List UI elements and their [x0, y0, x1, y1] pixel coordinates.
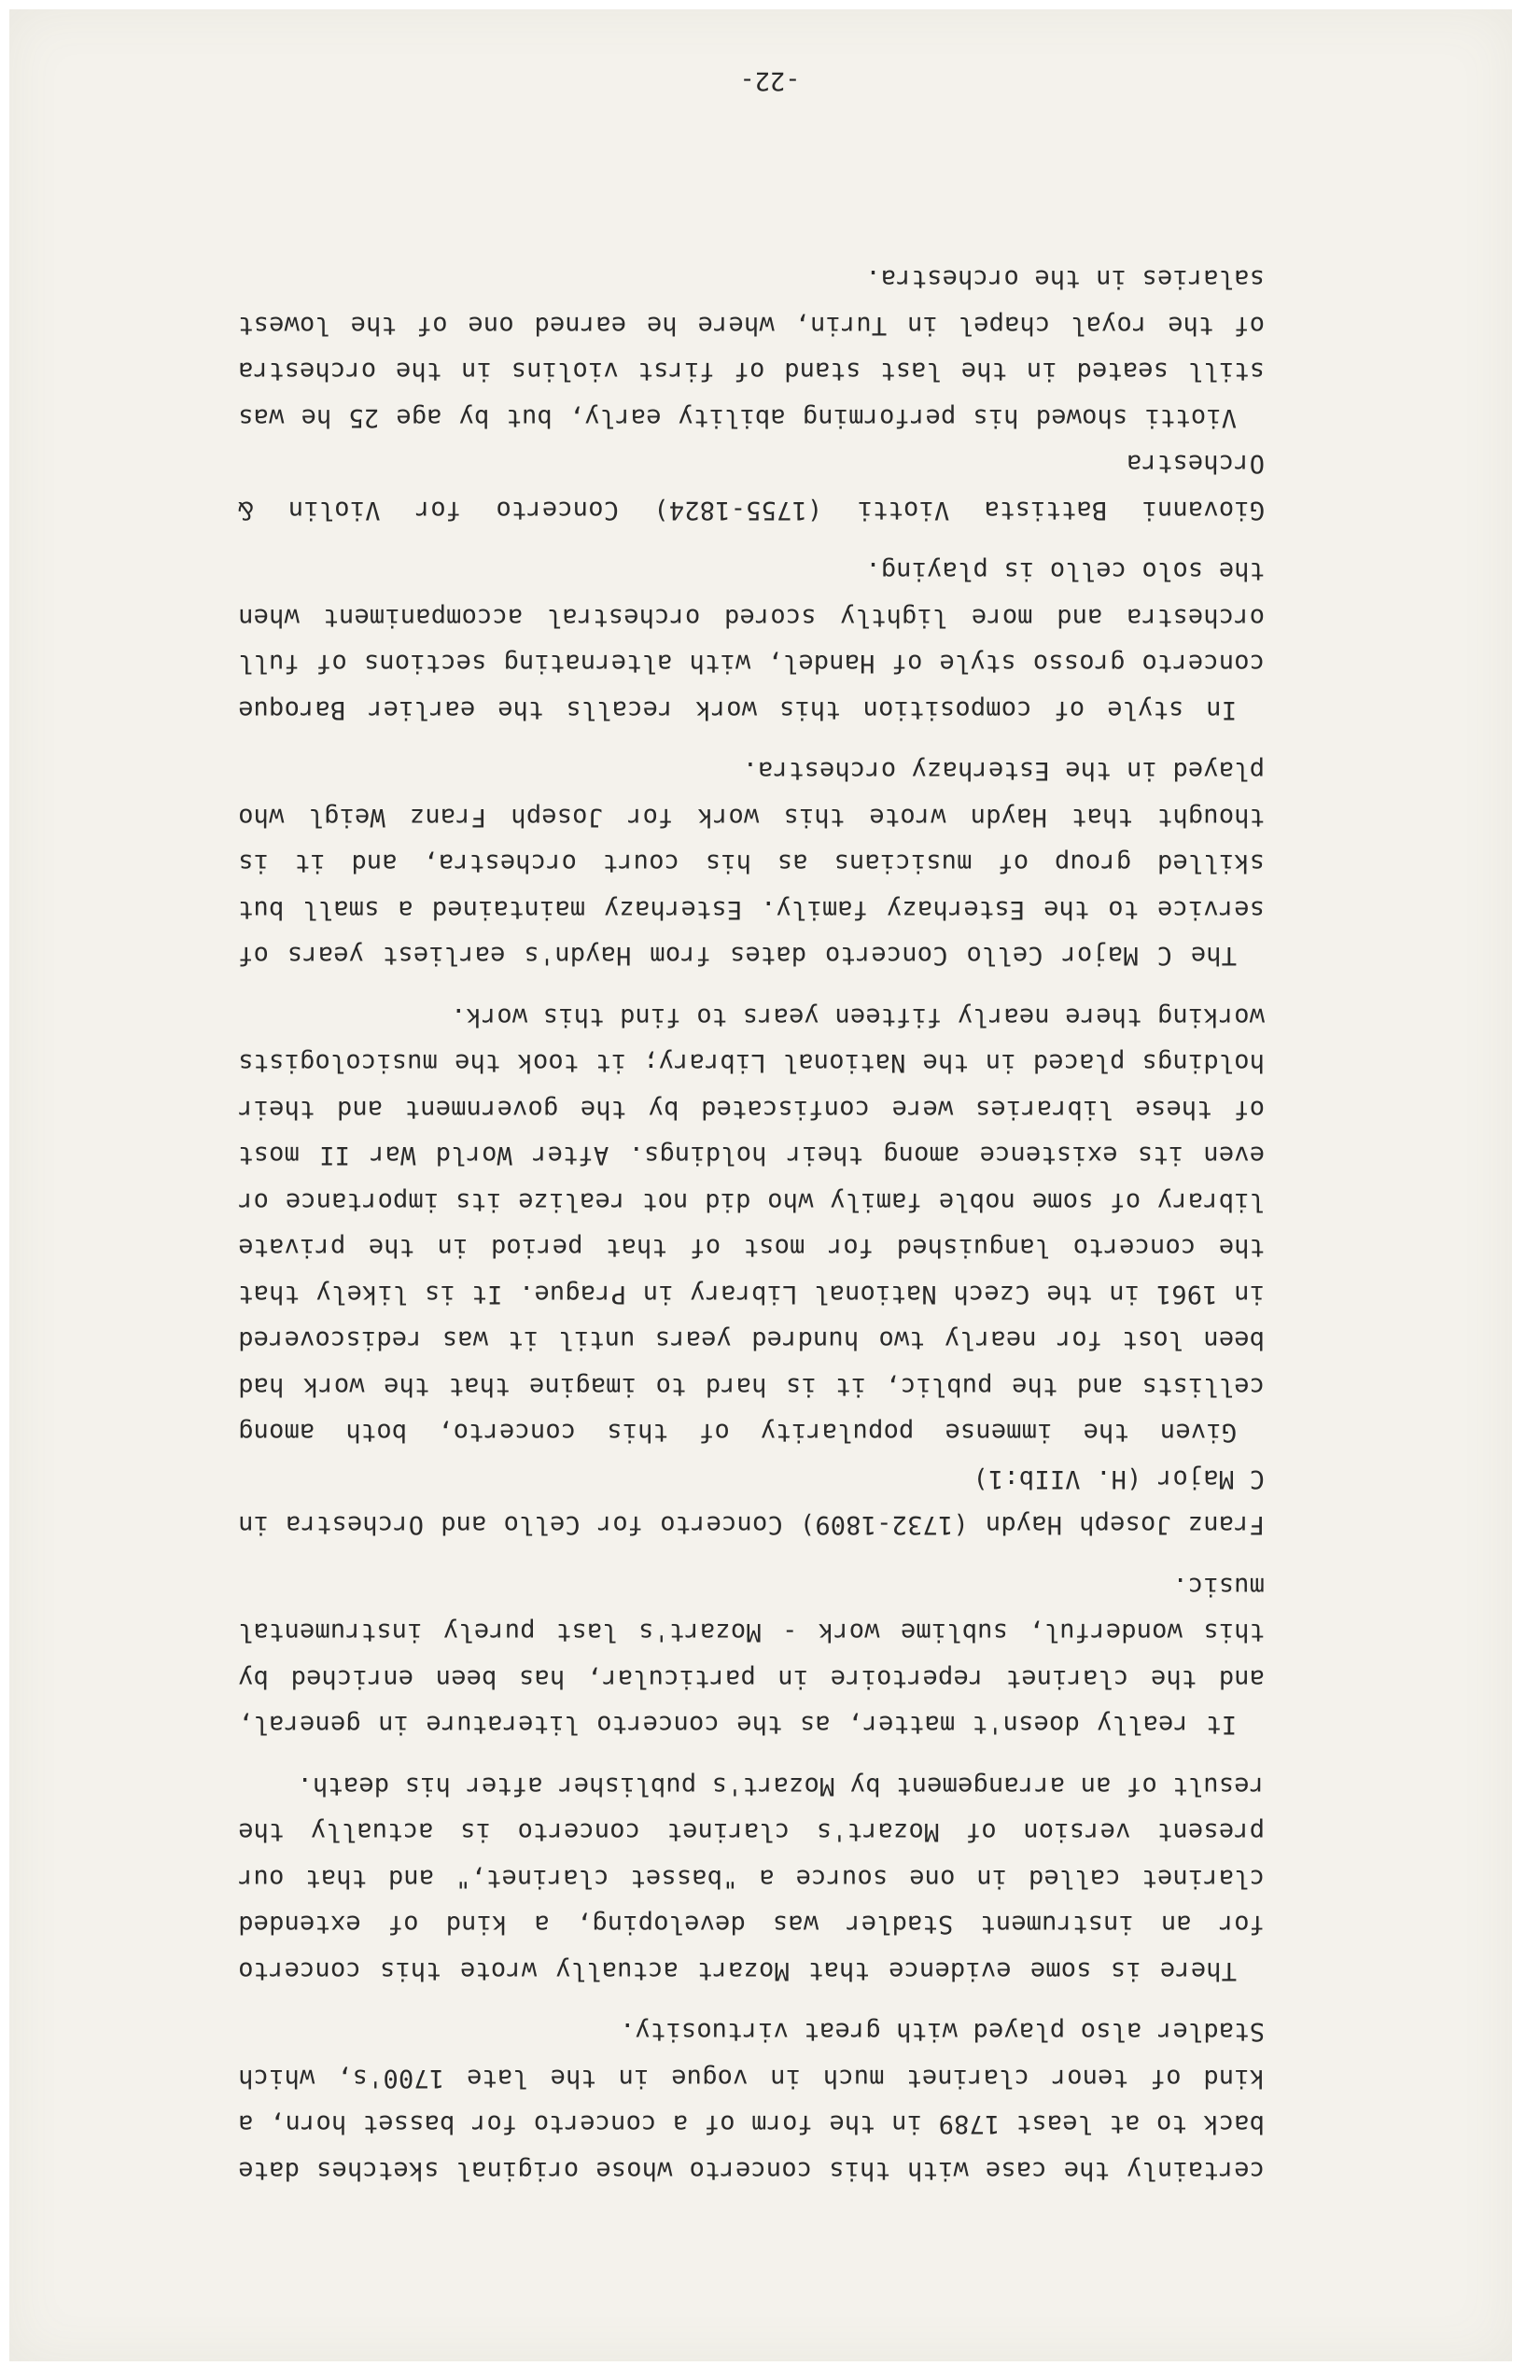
- paragraph: Given the immense popularity of this concerto, both among cellists and the public, it is hard to imagine that the work had been lost for nearly two hundred years until it was rediscovered in 1961 in the Czech National Library in Prague. It is likely that the concerto languished for most of that period in the private library of some noble family who did not realize its importance or even its existence among their holdings. After World War II most of these libraries were confiscated by the government and their holdings placed in the National Library; it took the musicologists working there nearly fifteen years to find this work.: [238, 1002, 1265, 1448]
- paragraph: Viotti showed his performing ability early, but by age 25 he was still seated in the last stand of first violins in the orchestra of the royal chapel in Turin, where he earned one of the lowest salaries in the orchestra.: [238, 264, 1265, 432]
- paragraph: It really doesn't matter, as the concerto literature in general, and the clarinet repertoire in particular, has been enriched by this wonderful, sublime work - Mozart's last purely instrumental music.: [238, 1572, 1265, 1740]
- section-heading-haydn: Franz Joseph Haydn (1732-1809) Concerto for Cello and Orchestra in C Major (H. VIIb:1): [238, 1464, 1265, 1540]
- paragraph: The C Major Cello Concerto dates from Haydn's earliest years of service to the Esterhazy family. Esterhazy maintained a small but skilled group of musicians as his court orchestra, and it is thought that Haydn wrote this work for Joseph Franz Weigl who played in the Esterhazy orchestra.: [238, 756, 1265, 971]
- section-heading-viotti: Giovanni Battista Viotti (1755-1824) Concerto for Violin & Orchestra: [238, 449, 1265, 525]
- document-body: [238, 241, 1265, 2193]
- page-number: -22-: [739, 66, 801, 95]
- paragraph: certainly the case with this concerto whose original sketches date back to at least 1789 in the form of a concerto for basset horn, a kind of tenor clarinet much in vogue in the late 1700's, which Stadler also played with great virtuosity.: [238, 2017, 1265, 2185]
- paragraph: There is some evidence that Mozart actually wrote this concerto for an instrument Stadler was developing, a kind of extended clarinet called in one source a "basset clarinet," and that our present version of Mozart's clarinet concerto is actually the result of an arrangement by Mozart's publisher after his death.: [238, 1771, 1265, 1985]
- paragraph: In style of composition this work recalls the earlier Baroque concerto grosso style of Handel, with alternating sections of full orchestra and more lightly scored orchestral accompaniment when the solo cello is playing.: [238, 556, 1265, 724]
